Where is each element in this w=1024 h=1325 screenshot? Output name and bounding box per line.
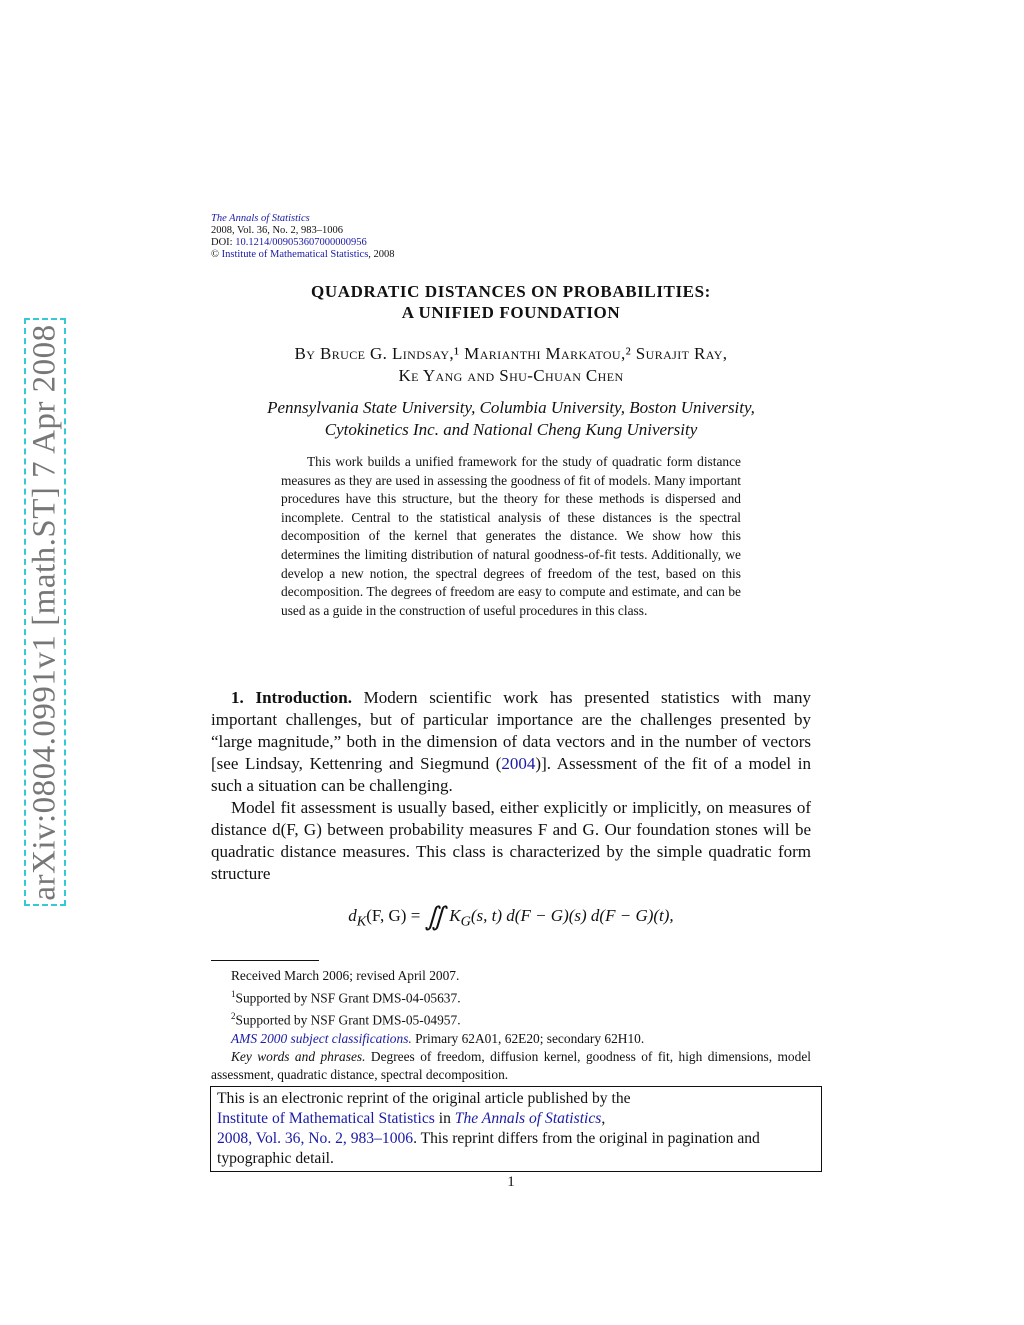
footnotes bbox=[211, 967, 811, 1084]
footnote-rule bbox=[211, 960, 319, 961]
reprint-notice: This is an electronic reprint of the original article published by the Institute of Mathematical Statistics in The Annals of Statistics, 2008, Vol. 36, No. 2, 983–1006. This reprint differs from the original in pagination and typographic detail. bbox=[210, 1086, 822, 1172]
footnote-1: $^1$Supported by NSF Grant DMS-04-05637. bbox=[231, 989, 461, 1006]
ams-classification: AMS 2000 subject classifications. Primary 62A01, 62E20; secondary 62H10. bbox=[231, 1030, 645, 1046]
reprint-journal-link[interactable]: The Annals of Statistics bbox=[454, 1110, 602, 1127]
intro-paragraph-1: 1. Introduction. Modern scientific work has presented statistics with many important challenges, but of particular importance are the challenges presented by “large magnitude,” both in the dimension of data vectors and in the number of vectors [see Lindsay, Kettenring and Siegmund (2004)]. Assessment of the fit of a model in such a situation can be challenging. bbox=[211, 688, 811, 795]
affiliations: Pennsylvania State University, Columbia University, Boston University, Cytokinetics Inc. and National Cheng Kung University bbox=[267, 398, 755, 439]
abstract: This work builds a unified framework for the study of quadratic form distance measures as they are used in assessing the goodness of fit of models. Many important procedures have this structure, but the theory for these methods is dispersed and incomplete. Central to the statistical analysis of these distances is the spectral decomposition of the kernel that generates the distance. We show how this determines the limiting distribution of natural goodness-of-fit tests. Additionally, we develop a new notion, the spectral degrees of freedom of the test, based on this decomposition. The degrees of freedom are easy to compute and estimate, and can be used as a guide in the construction of useful procedures in this class. bbox=[281, 454, 741, 618]
copyright-line: © Institute of Mathematical Statistics, 2008 bbox=[211, 249, 395, 260]
section-heading: 1. Introduction. bbox=[231, 688, 352, 707]
equation: $d_K(F$, G) = ∬ $K_G(s$, t) d(F − G)(s) d(F − G)(t), bbox=[348, 902, 674, 931]
doi-link[interactable]: 10.1214/009053607000000956 bbox=[235, 237, 367, 248]
reprint-ims-link[interactable]: Institute of Mathematical Statistics bbox=[217, 1110, 435, 1127]
paper-title: QUADRATIC DISTANCES ON PROBABILITIES: A UNIFIED FOUNDATION bbox=[311, 282, 711, 322]
citation-link[interactable]: 2004 bbox=[501, 754, 536, 773]
journal-header bbox=[211, 213, 395, 261]
author-list: By Bruce G. Lindsay,¹ Marianthi Markatou,² Surajit Ray, Ke Yang and Shu-Chuan Chen bbox=[294, 344, 728, 385]
ams-link[interactable]: AMS 2000 subject classifications. bbox=[231, 1030, 412, 1046]
reprint-volume-link[interactable]: 2008, Vol. 36, No. 2, 983–1006 bbox=[217, 1130, 414, 1147]
footnote-2: $^2$Supported by NSF Grant DMS-05-04957. bbox=[231, 1011, 461, 1028]
intro-paragraph-2: Model fit assessment is usually based, either explicitly or implicitly, on measures of distance d(F, G) between probability measures F and G. Our foundation stones will be quadratic distance measures. This class is characterized by the simple quadratic form structure bbox=[211, 798, 811, 883]
volume-line: 2008, Vol. 36, No. 2, 983–1006 bbox=[211, 225, 344, 236]
ims-link[interactable]: Institute of Mathematical Statistics bbox=[221, 249, 369, 260]
double-integral: ∬ bbox=[424, 902, 446, 931]
doi-line: DOI: 10.1214/009053607000000956 bbox=[211, 237, 367, 248]
keywords: Key words and phrases. Degrees of freedom, diffusion kernel, goodness of fit, high dimensions, model assessment, quadratic distance, spectral decomposition. bbox=[211, 1048, 811, 1082]
arxiv-stamp[interactable] bbox=[24, 318, 66, 906]
page-number: 1 bbox=[507, 1174, 515, 1190]
journal-link[interactable]: The Annals of Statistics bbox=[211, 213, 310, 224]
received-note: Received March 2006; revised April 2007. bbox=[231, 968, 460, 983]
arxiv-id-text: arXiv:0804.0991v1 [math.ST] 7 Apr 2008 bbox=[26, 323, 63, 901]
